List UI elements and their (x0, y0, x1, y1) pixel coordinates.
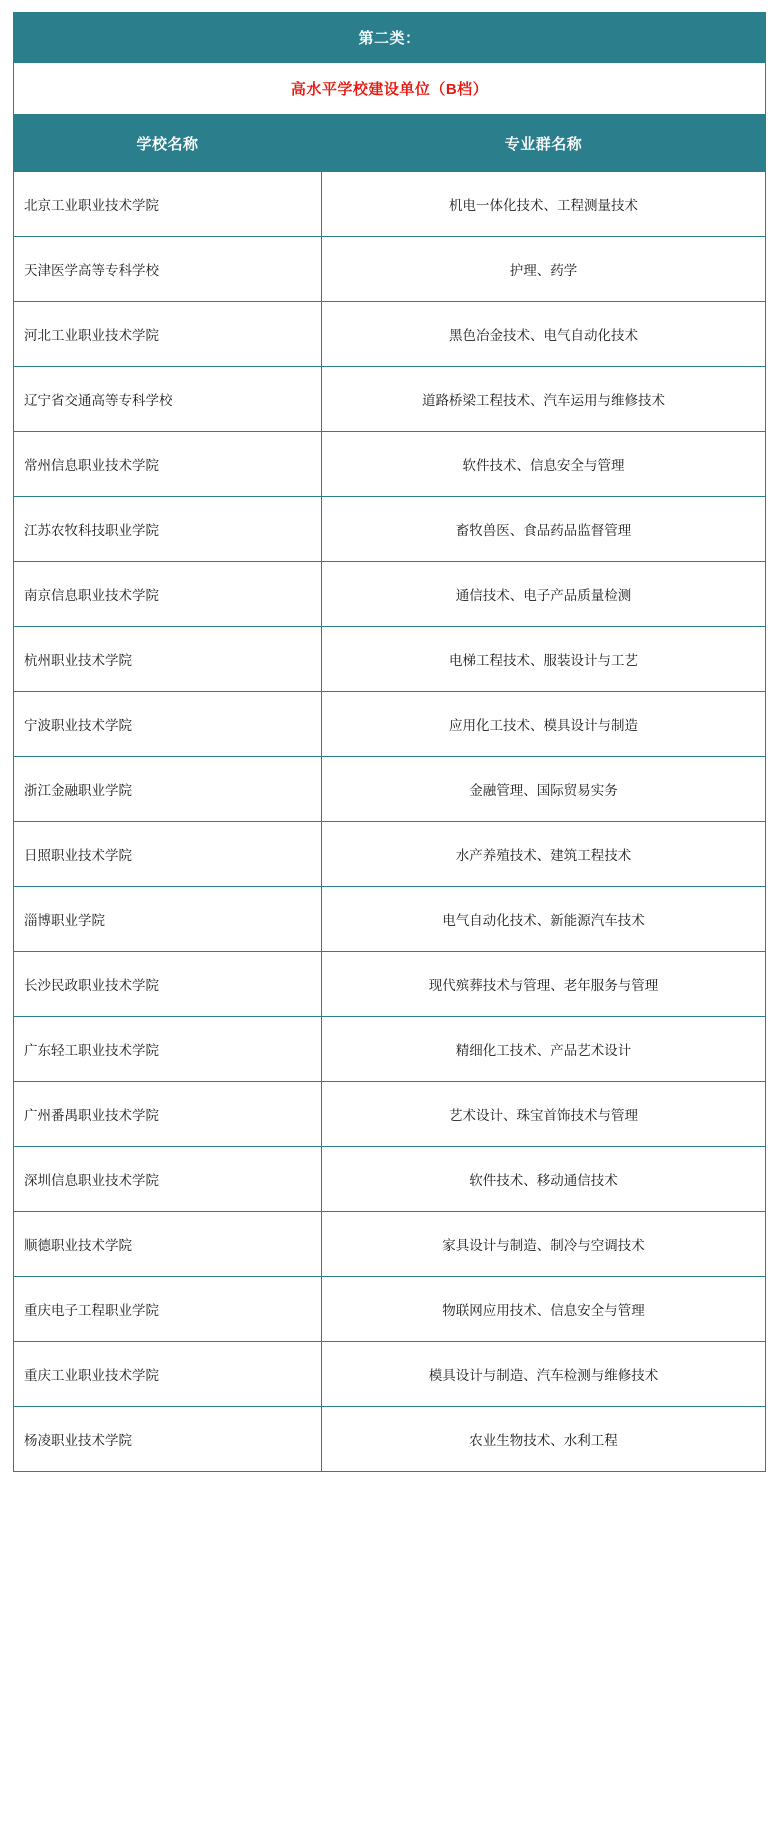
cell-school: 河北工业职业技术学院 (14, 302, 322, 367)
cell-majors: 金融管理、国际贸易实务 (322, 757, 766, 822)
subtitle-row (14, 63, 766, 115)
table-row (14, 1017, 766, 1082)
cell-majors: 物联网应用技术、信息安全与管理 (322, 1277, 766, 1342)
table-row (14, 822, 766, 887)
cell-majors: 畜牧兽医、食品药品监督管理 (322, 497, 766, 562)
cell-school: 广东轻工职业技术学院 (14, 1017, 322, 1082)
cell-majors: 黑色冶金技术、电气自动化技术 (322, 302, 766, 367)
cell-majors: 水产养殖技术、建筑工程技术 (322, 822, 766, 887)
cell-school: 日照职业技术学院 (14, 822, 322, 887)
cell-majors: 软件技术、信息安全与管理 (322, 432, 766, 497)
table-row (14, 1082, 766, 1147)
cell-majors: 应用化工技术、模具设计与制造 (322, 692, 766, 757)
cell-majors: 软件技术、移动通信技术 (322, 1147, 766, 1212)
table-row (14, 1342, 766, 1407)
cell-majors: 艺术设计、珠宝首饰技术与管理 (322, 1082, 766, 1147)
table-row (14, 497, 766, 562)
cell-school: 辽宁省交通高等专科学校 (14, 367, 322, 432)
cell-majors: 家具设计与制造、制冷与空调技术 (322, 1212, 766, 1277)
cell-school: 天津医学高等专科学校 (14, 237, 322, 302)
subtitle-text: 高水平学校建设单位（B档） (290, 81, 489, 98)
table-row (14, 692, 766, 757)
column-header-school: 学校名称 (14, 115, 322, 172)
cell-school: 杭州职业技术学院 (14, 627, 322, 692)
column-header-majors: 专业群名称 (322, 115, 766, 172)
cell-school: 浙江金融职业学院 (14, 757, 322, 822)
cell-majors: 通信技术、电子产品质量检测 (322, 562, 766, 627)
table-row (14, 1212, 766, 1277)
table-row (14, 1277, 766, 1342)
table-row (14, 432, 766, 497)
cell-school: 常州信息职业技术学院 (14, 432, 322, 497)
table-row (14, 562, 766, 627)
cell-school: 重庆电子工程职业学院 (14, 1277, 322, 1342)
cell-majors: 模具设计与制造、汽车检测与维修技术 (322, 1342, 766, 1407)
cell-majors: 现代殡葬技术与管理、老年服务与管理 (322, 952, 766, 1017)
cell-school: 顺德职业技术学院 (14, 1212, 322, 1277)
title-band: 第二类： (14, 13, 766, 63)
table-row (14, 302, 766, 367)
high-level-school-table (13, 12, 766, 1472)
table-row (14, 627, 766, 692)
subtitle-cell (14, 63, 766, 115)
cell-school: 广州番禺职业技术学院 (14, 1082, 322, 1147)
cell-majors: 电梯工程技术、服装设计与工艺 (322, 627, 766, 692)
cell-school: 杨凌职业技术学院 (14, 1407, 322, 1472)
title-band-row (14, 13, 766, 63)
cell-school: 重庆工业职业技术学院 (14, 1342, 322, 1407)
cell-majors: 道路桥梁工程技术、汽车运用与维修技术 (322, 367, 766, 432)
cell-school: 江苏农牧科技职业学院 (14, 497, 322, 562)
cell-school: 宁波职业技术学院 (14, 692, 322, 757)
cell-majors: 电气自动化技术、新能源汽车技术 (322, 887, 766, 952)
cell-majors: 护理、药学 (322, 237, 766, 302)
cell-majors: 机电一体化技术、工程测量技术 (322, 172, 766, 237)
table-row (14, 887, 766, 952)
cell-school: 深圳信息职业技术学院 (14, 1147, 322, 1212)
table-row (14, 237, 766, 302)
table-row (14, 1147, 766, 1212)
cell-school: 长沙民政职业技术学院 (14, 952, 322, 1017)
cell-school: 北京工业职业技术学院 (14, 172, 322, 237)
table-body (14, 13, 766, 1472)
table-row (14, 172, 766, 237)
table-row (14, 367, 766, 432)
table-row (14, 757, 766, 822)
cell-majors: 精细化工技术、产品艺术设计 (322, 1017, 766, 1082)
cell-school: 淄博职业学院 (14, 887, 322, 952)
table-row (14, 952, 766, 1017)
cell-majors: 农业生物技术、水利工程 (322, 1407, 766, 1472)
header-row (14, 115, 766, 172)
table-row (14, 1407, 766, 1472)
cell-school: 南京信息职业技术学院 (14, 562, 322, 627)
